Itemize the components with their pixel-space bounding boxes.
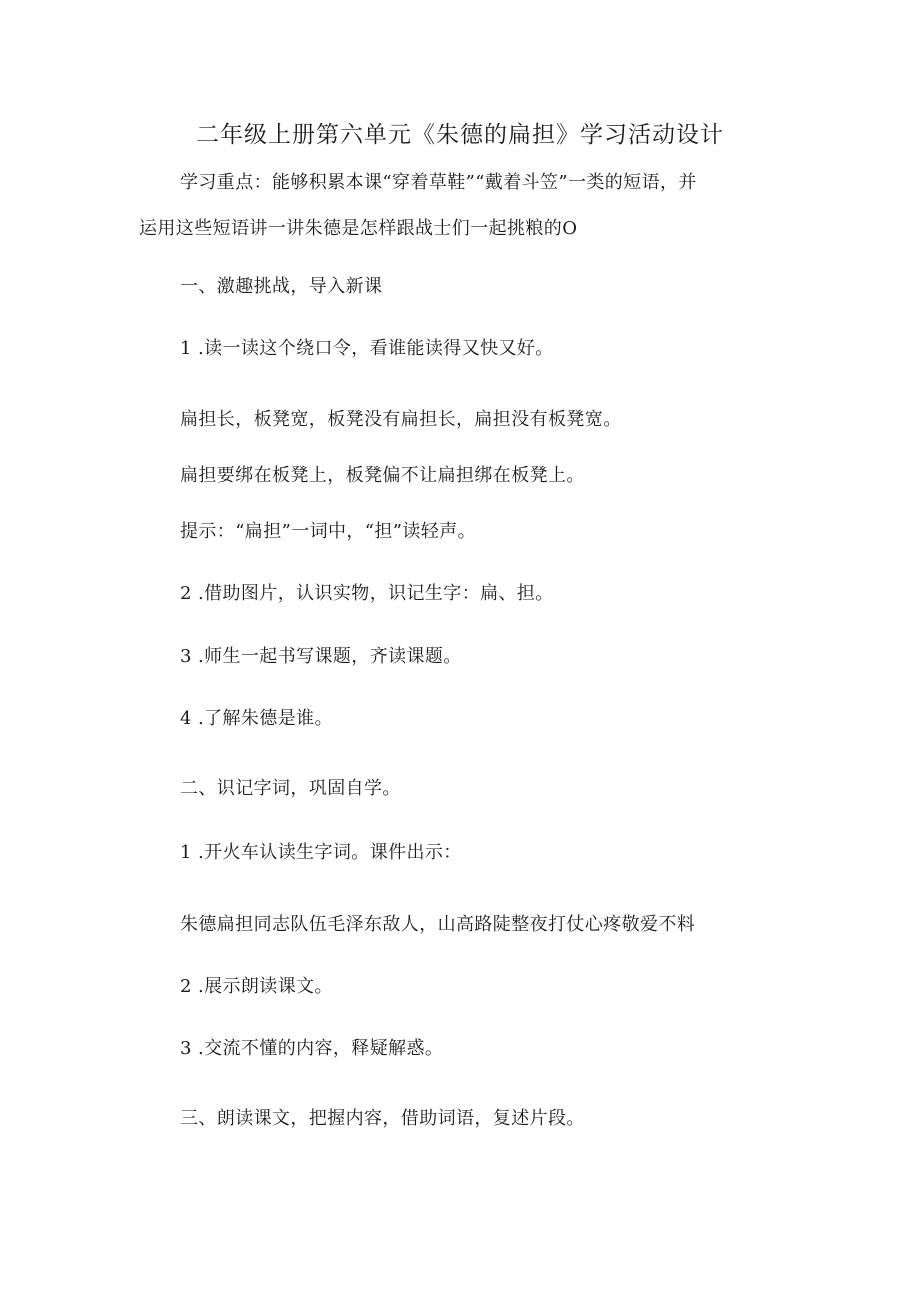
section-1-item-2: 2 .借助图片，认识实物，识记生字：扁、担。 [180,583,554,604]
section-2-item-1: 1 .开火车认读生字词。课件出示： [180,842,462,863]
tongue-twister-hint: 提示：“扁担”一词中，“担”读轻声。 [180,521,477,542]
tongue-twister-line-1: 扁担长，板凳宽，板凳没有扁担长，扁担没有板凳宽。 [180,409,622,430]
section-3-heading: 三、朗读课文，把握内容，借助词语，复述片段。 [180,1108,585,1129]
tongue-twister-line-2: 扁担要绑在板凳上，板凳偏不让扁担绑在板凳上。 [180,465,585,486]
learning-focus-line-1: 学习重点：能够积累本课“穿着草鞋”“戴着斗笠”一类的短语，并 [180,172,697,193]
section-1-heading: 一、激趣挑战，导入新课 [180,276,383,297]
section-2-item-2: 2 .展示朗读课文。 [180,976,333,997]
learning-focus-line-2: 运用这些短语讲一讲朱德是怎样跟战士们一起挑粮的O [139,218,578,239]
section-2-heading: 二、识记字词，巩固自学。 [180,778,401,799]
section-2-item-3: 3 .交流不懂的内容，释疑解惑。 [180,1038,444,1059]
section-1-item-3: 3 .师生一起书写课题，齐读课题。 [180,646,462,667]
section-1-item-4: 4 .了解朱德是谁。 [180,708,333,729]
document-title: 二年级上册第六单元《朱德的扁担》学习活动设计 [196,122,724,148]
section-1-item-1: 1 .读一读这个绕口令，看谁能读得又快又好。 [180,338,554,359]
vocabulary-word-list: 朱德扁担同志队伍毛泽东敌人，山高路陡整夜打仗心疼敬爱不料 [180,914,696,935]
